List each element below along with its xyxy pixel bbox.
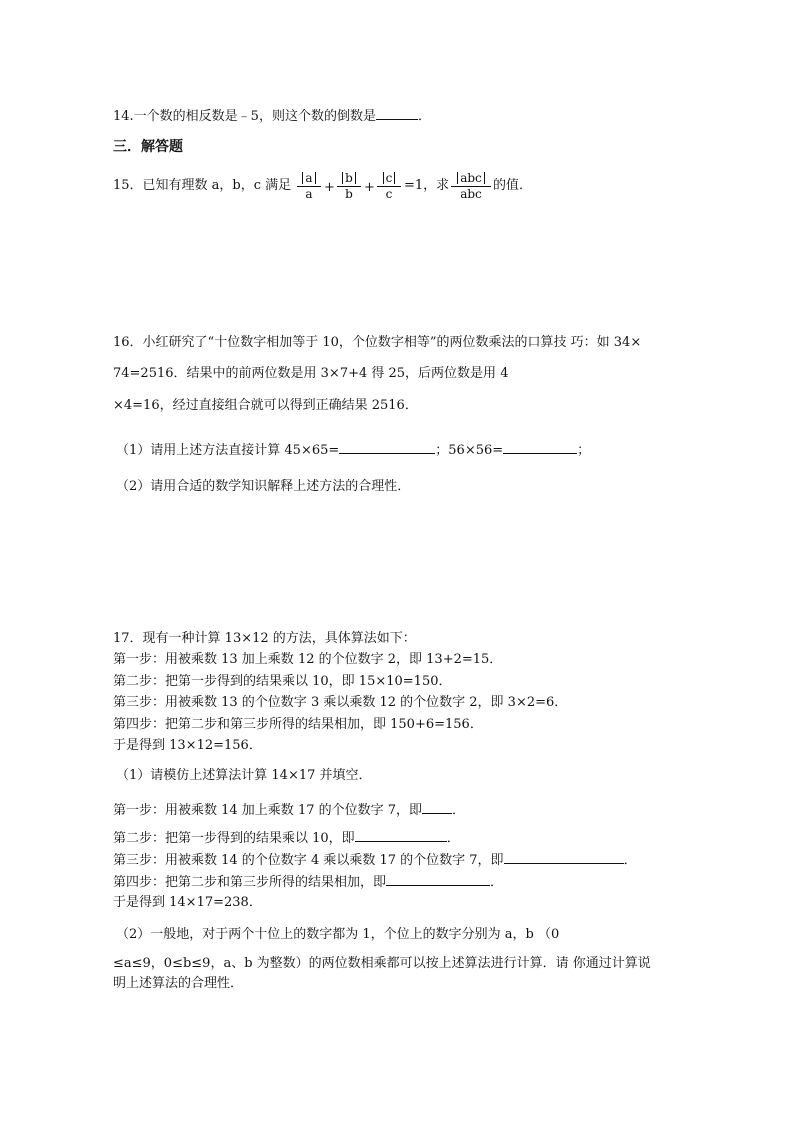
equals-text: =1，求 — [404, 178, 450, 193]
question-14-text: 14.一个数的相反数是﹣5，则这个数的倒数是 — [113, 109, 376, 124]
answer-blank[interactable] — [386, 872, 490, 886]
answer-blank[interactable] — [504, 850, 624, 864]
question-17-part1: （1）请模仿上述算法计算 14×17 并填空． — [116, 768, 372, 783]
abs-abc: abc — [457, 172, 485, 184]
period: ． — [446, 831, 460, 846]
question-17-part2-line2: ≤a≤9，0≤b≤9，a、b 为整数）的两位数相乘都可以按上述算法进行计算．请 你通过计算说 — [113, 956, 651, 971]
period: ． — [452, 803, 466, 818]
fill-step-1-text: 第一步：用被乘数 14 加上乘数 17 的个位数字 7，即 — [113, 803, 423, 818]
fraction-abc — [450, 171, 492, 202]
fill-step-4 — [113, 872, 503, 891]
plus-sign: + — [324, 180, 335, 195]
denominator-b: b — [345, 187, 353, 201]
period: ． — [623, 853, 637, 868]
fill-step-3 — [113, 850, 637, 869]
fill-step-4-text: 第四步：把第二步和第三步所得的结果相加，即 — [113, 875, 387, 890]
question-15-prefix: 15．已知有理数 a，b，c 满足 — [113, 178, 292, 193]
example-step-2: 第二步：把第一步得到的结果乘以 10，即 15×10=150． — [113, 674, 452, 689]
denominator-abc: abc — [460, 187, 482, 201]
answer-blank[interactable] — [422, 800, 452, 814]
example-step-1: 第一步：用被乘数 13 加上乘数 12 的个位数字 2，即 13+2=15． — [113, 652, 503, 667]
question-17-intro: 17．现有一种计算 13×12 的方法，具体算法如下： — [113, 631, 416, 646]
fraction-a — [296, 171, 322, 202]
fraction-c — [376, 171, 402, 202]
fill-step-3-text: 第三步：用被乘数 14 的个位数字 4 乘以乘数 17 的个位数字 7，即 — [113, 853, 504, 868]
question-16-line3: ×4=16，经过直接组合就可以得到正确结果 2516． — [113, 398, 418, 413]
part1-prefix: （1）请用上述方法直接计算 45×65= — [116, 443, 340, 458]
question-14 — [113, 106, 431, 125]
period: ． — [490, 875, 504, 890]
abs-b: b — [342, 172, 356, 184]
fill-step-2-text: 第二步：把第一步得到的结果乘以 10，即 — [113, 831, 355, 846]
answer-blank[interactable] — [339, 440, 435, 454]
fill-step-1 — [113, 800, 465, 819]
question-16-line1: 16．小红研究了“十位数字相加等于 10，个位数字相等”的两位数乘法的口算技 巧：如 34× — [113, 335, 642, 350]
question-16-part1 — [116, 440, 590, 459]
plus-sign: + — [364, 180, 375, 195]
answer-blank[interactable] — [376, 106, 418, 120]
example-result: 于是得到 13×12=156． — [113, 738, 262, 753]
answer-blank[interactable] — [355, 828, 447, 842]
question-15-suffix: 的值． — [493, 178, 533, 193]
abs-c: c — [383, 172, 396, 184]
fraction-b — [336, 171, 362, 202]
abs-a: a — [302, 172, 315, 184]
part1-mid: ；56×56= — [435, 443, 504, 458]
question-16-part2: （2）请用合适的数学知识解释上述方法的合理性． — [116, 479, 411, 494]
section-heading: 三．解答题 — [113, 139, 183, 155]
part1-end: ； — [577, 443, 591, 458]
example-step-4: 第四步：把第二步和第三步所得的结果相加，即 150+6=156． — [113, 717, 483, 732]
example-step-3: 第三步：用被乘数 13 的个位数字 3 乘以乘数 12 的个位数字 2，即 3×2=6． — [113, 695, 568, 710]
question-17-part2-line1: （2）一般地，对于两个十位上的数字都为 1，个位上的数字分别为 a，b （0 — [116, 927, 560, 942]
denominator-c: c — [385, 187, 393, 201]
question-16-line2: 74=2516．结果中的前两位数是用 3×7+4 得 25，后两位数是用 4 — [113, 366, 509, 381]
question-17-part2-line3: 明上述算法的合理性． — [113, 976, 244, 991]
question-14-end: ． — [417, 109, 431, 124]
fill-step-2 — [113, 828, 460, 847]
fill-result: 于是得到 14×17=238． — [113, 895, 262, 910]
answer-blank[interactable] — [503, 440, 577, 454]
denominator-a: a — [305, 187, 313, 201]
